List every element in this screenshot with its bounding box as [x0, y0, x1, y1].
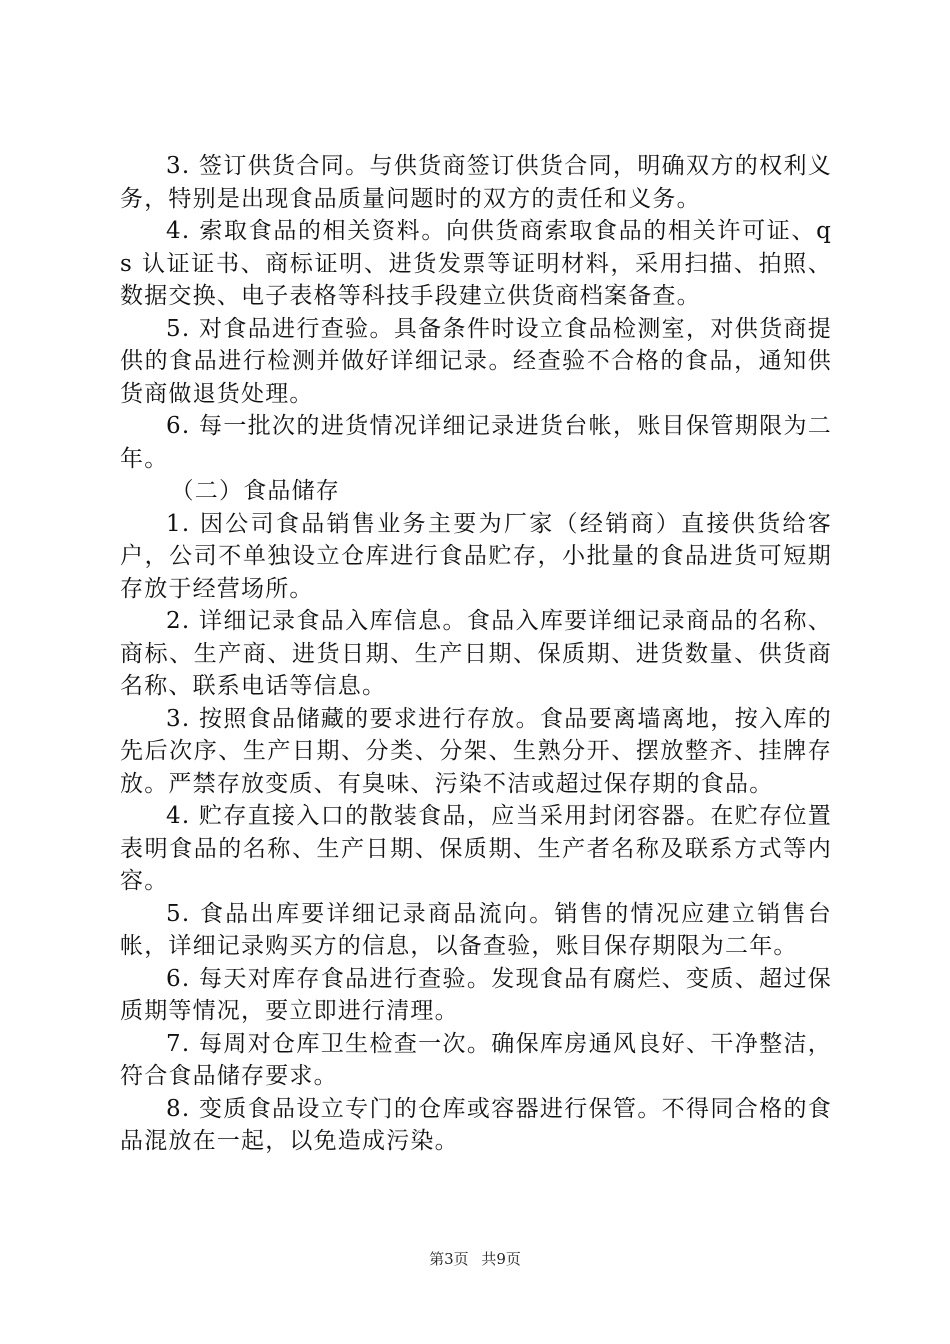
- paragraph-supply-contract: 3. 签订供货合同。与供货商签订供货合同，明确双方的权利义务，特别是出现食品质量问题时的双方的责任和义务。: [120, 153, 832, 212]
- paragraph-obtain-documents: 4. 索取食品的相关资料。向供货商索取食品的相关许可证、qs 认证证书、商标证明、进货发票等证明材料，采用扫描、拍照、数据交换、电子表格等科技手段建立供货商档案备查。: [120, 218, 832, 309]
- paragraph-storage-3: 3. 按照食品储藏的要求进行存放。食品要离墙离地，按入库的先后次序、生产日期、分类、分架、生熟分开、摆放整齐、挂牌存放。严禁存放变质、有臭味、污染不洁或超过保存期的食品。: [120, 705, 832, 797]
- paragraph-inspection: 5. 对食品进行查验。具备条件时设立食品检测室，对供货商提供的食品进行检测并做好详细记录。经查验不合格的食品，通知供货商做退货处理。: [120, 315, 832, 407]
- paragraph-storage-7: 7. 每周对仓库卫生检查一次。确保库房通风良好、干净整洁，符合食品储存要求。: [120, 1030, 832, 1089]
- paragraph-storage-4: 4. 贮存直接入口的散装食品，应当采用封闭容器。在贮存位置表明食品的名称、生产日期、保质期、生产者名称及联系方式等内容。: [120, 803, 832, 894]
- paragraph-storage-5: 5. 食品出库要详细记录商品流向。销售的情况应建立销售台帐，详细记录购买方的信息，以备查验，账目保存期限为二年。: [120, 900, 832, 959]
- paragraph-storage-1: 1. 因公司食品销售业务主要为厂家（经销商）直接供货给客户，公司不单独设立仓库进行食品贮存，小批量的食品进货可短期存放于经营场所。: [120, 510, 832, 602]
- paragraph-storage-6: 6. 每天对库存食品进行查验。发现食品有腐烂、变质、超过保质期等情况，要立即进行清理。: [120, 965, 832, 1024]
- page-number: 第3页: [429, 1250, 469, 1268]
- document-body: [120, 150, 832, 1158]
- paragraph-purchase-ledger: 6. 每一批次的进货情况详细记录进货台帐，账目保管期限为二年。: [120, 413, 832, 472]
- section-heading-food-storage: （二）食品储存: [170, 478, 340, 504]
- page-footer: [0, 1248, 950, 1269]
- page-total: 共9页: [481, 1250, 521, 1268]
- paragraph-storage-2: 2. 详细记录食品入库信息。食品入库要详细记录商品的名称、商标、生产商、进货日期、生产日期、保质期、进货数量、供货商名称、联系电话等信息。: [120, 608, 832, 699]
- paragraph-storage-8: 8. 变质食品设立专门的仓库或容器进行保管。不得同合格的食品混放在一起，以免造成污染。: [120, 1095, 832, 1154]
